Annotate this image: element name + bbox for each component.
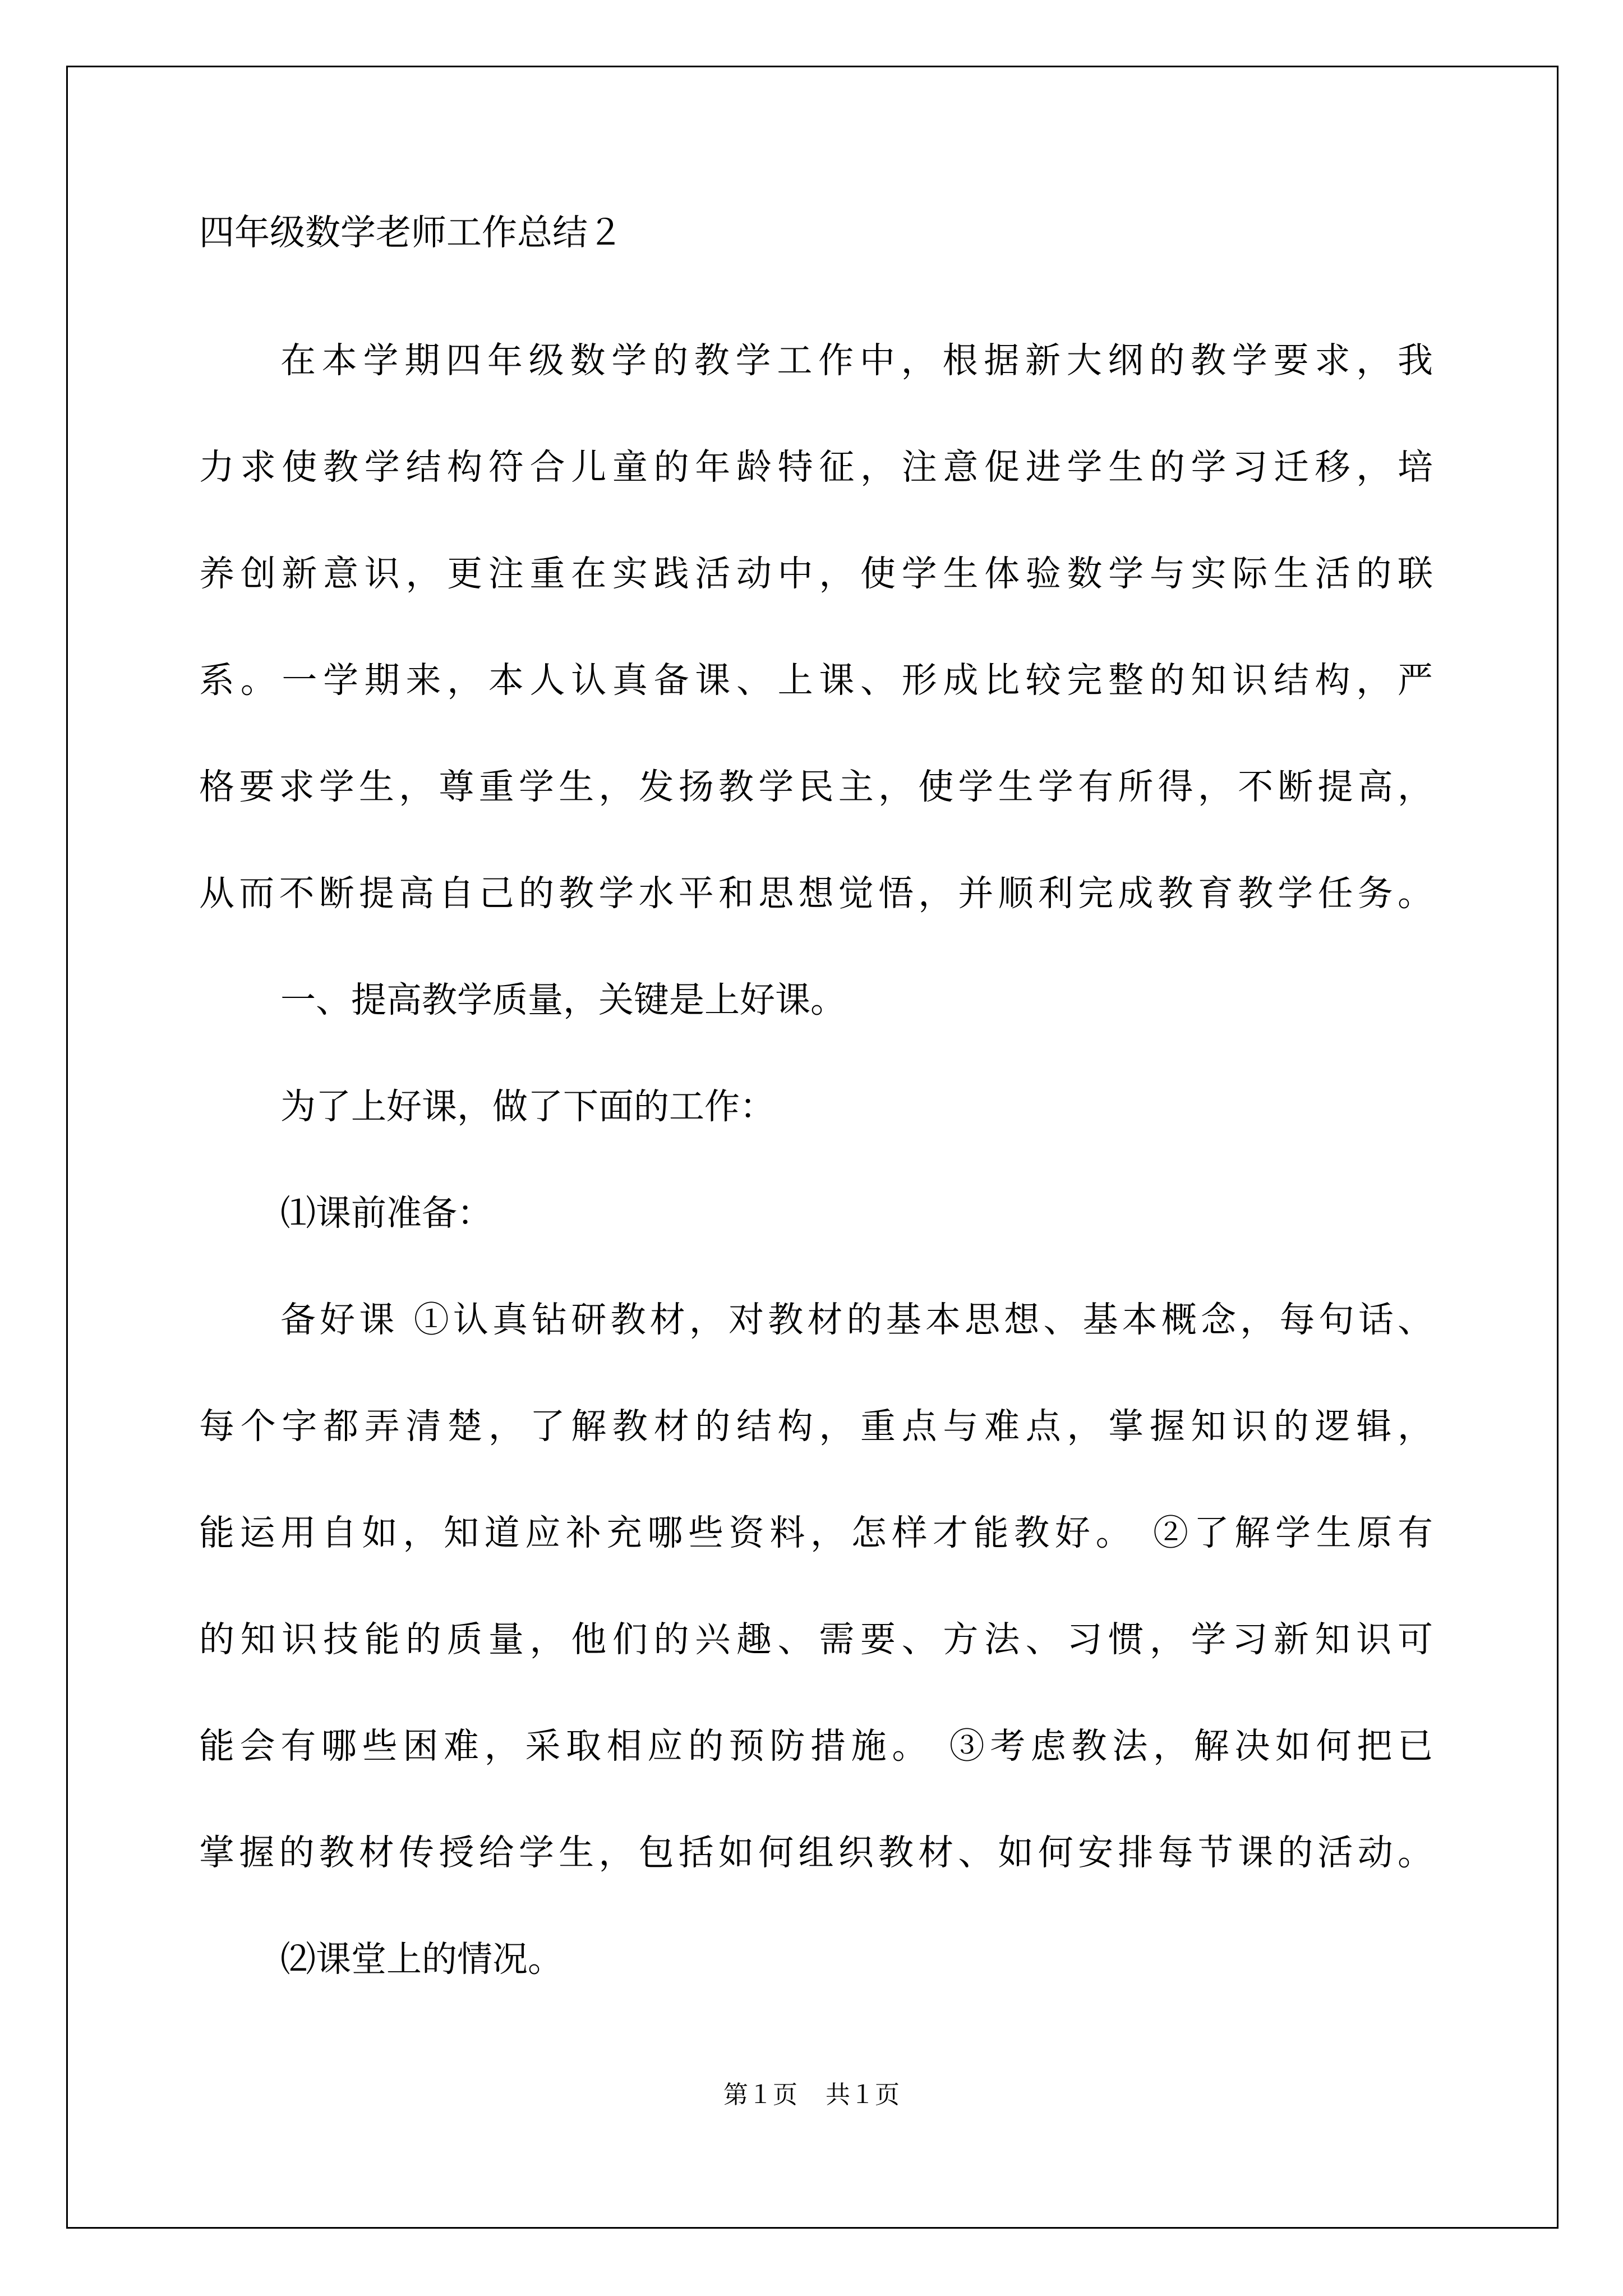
page-footer <box>0 2078 1623 2112</box>
subsection-heading: ⑴课前准备： <box>280 1193 492 1234</box>
paragraph-line: 为了上好课，做了下面的工作： <box>280 1086 775 1127</box>
paragraph-line: 能运用自如，知道应补充哪些资料，怎样才能教好。 ②了解学生原有 <box>199 1512 1433 1553</box>
paragraph-line: 每个字都弄清楚，了解教材的结构，重点与难点，掌握知识的逻辑， <box>199 1406 1433 1447</box>
paragraph-line: 备好课 ①认真钻研教材，对教材的基本思想、基本概念，每句话、 <box>280 1299 1433 1340</box>
page-number: 第１页 <box>723 2081 797 2109</box>
section-heading: 一、提高教学质量，关键是上好课。 <box>280 979 846 1020</box>
paragraph-line: 格要求学生，尊重学生，发扬教学民主，使学生学有所得，不断提高， <box>199 766 1433 807</box>
document-title: 四年级数学老师工作总结２ <box>199 212 623 253</box>
paragraph-line: 掌握的教材传授给学生，包括如何组织教材、如何安排每节课的活动。 <box>199 1832 1433 1873</box>
paragraph-line: 力求使教学结构符合儿童的年龄特征，注意促进学生的学习迁移，培 <box>199 447 1433 487</box>
paragraph-line: 能会有哪些困难，采取相应的预防措施。 ③考虑教法，解决如何把已 <box>199 1726 1433 1766</box>
paragraph-line: 的知识技能的质量，他们的兴趣、需要、方法、习惯，学习新知识可 <box>199 1619 1433 1660</box>
paragraph-line: 在本学期四年级数学的教学工作中，根据新大纲的教学要求，我 <box>280 340 1433 381</box>
page-total: 共１页 <box>826 2081 900 2109</box>
paragraph-line: 从而不断提高自己的教学水平和思想觉悟，并顺利完成教育教学任务。 <box>199 873 1433 914</box>
paragraph-line: 系。一学期来，本人认真备课、上课、形成比较完整的知识结构，严 <box>199 660 1433 701</box>
subsection-heading: ⑵课堂上的情况。 <box>280 1939 563 1980</box>
paragraph-line: 养创新意识，更注重在实践活动中，使学生体验数学与实际生活的联 <box>199 553 1433 594</box>
page-border <box>66 66 1559 2229</box>
